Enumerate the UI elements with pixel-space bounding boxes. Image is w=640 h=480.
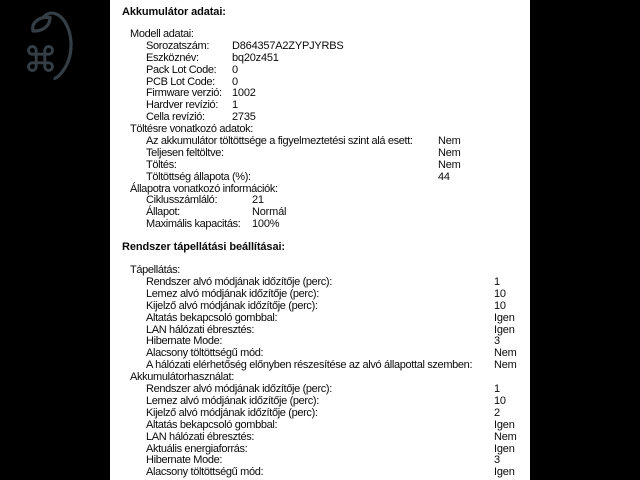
info-row-label: Lemez alvó módjának időzítője (perc):: [146, 287, 319, 300]
info-row-label: Töltés:: [146, 158, 177, 171]
info-row-value: 1: [494, 384, 503, 396]
leaf: [33, 17, 50, 31]
info-row-value: 3: [494, 336, 503, 348]
info-row-label: Eszköznév:: [146, 51, 199, 64]
info-row-value: Nem: [494, 432, 520, 444]
group-label: Akkumulátorhasználat:: [130, 371, 234, 384]
group-label: Modell adatai:: [130, 28, 194, 40]
info-row-value: 44: [438, 172, 453, 184]
info-row-label: Aktuális energiaforrás:: [146, 442, 248, 455]
section-title: Rendszer tápellátási beállításai:: [122, 241, 285, 254]
info-row-value: 2: [494, 408, 503, 420]
system-info-detail-pane[interactable]: [110, 0, 530, 480]
info-row-value: Nem: [438, 148, 464, 160]
info-row-label: Ciklusszámláló:: [146, 194, 218, 207]
battery-info-rows: [110, 29, 530, 231]
info-row-value: bq20z451: [232, 53, 282, 65]
info-row-label: Kijelző alvó módjának időzítője (perc):: [146, 406, 318, 419]
info-row-label: Altatás bekapcsoló gombbal:: [146, 311, 278, 324]
info-row-value: 10: [494, 396, 509, 408]
info-row-label: Az akkumulátor töltöttsége a figyelmeztetési szint alá esett:: [146, 135, 413, 148]
left-black-bar: [0, 0, 110, 480]
info-row-value: Nem: [438, 160, 464, 172]
info-row-label: Pack Lot Code:: [146, 63, 217, 76]
info-row-value: Igen: [494, 420, 518, 432]
power-settings-section: [110, 241, 530, 479]
info-row-value: Nem: [494, 360, 520, 372]
info-row-label: Maximális kapacitás:: [146, 218, 241, 231]
info-row-label: LAN hálózati ébresztés:: [146, 323, 255, 336]
info-row-label: Kijelző alvó módjának időzítője (perc):: [146, 299, 318, 312]
group-label: Tápellátás:: [130, 264, 180, 277]
right-black-bar: [530, 0, 640, 480]
info-row-label: A hálózati elérhetőség előnyben részesítése az alvó állapottal szemben:: [146, 359, 473, 372]
info-row-value: Nem: [438, 136, 464, 148]
info-row-label: Hardver revízió:: [146, 99, 219, 112]
info-row-label: Altatás bekapcsoló gombbal:: [146, 418, 278, 431]
info-row-label: Lemez alvó módjának időzítője (perc):: [146, 394, 319, 407]
info-row-label: Alacsony töltöttségű mód:: [146, 466, 264, 479]
info-row-value: 0: [232, 77, 241, 89]
info-row-value: 3: [494, 455, 503, 467]
info-row-value: Normál: [252, 207, 289, 219]
info-row-value: Nem: [494, 348, 520, 360]
info-row-value: D864357A2ZYPJYRBS: [232, 41, 347, 53]
info-row-label: LAN hálózati ébresztés:: [146, 430, 255, 443]
battery-info-section: [110, 6, 530, 231]
info-row-label: Állapot:: [146, 206, 180, 219]
section-title: Akkumulátor adatai:: [122, 6, 226, 18]
info-row-label: Firmware verzió:: [146, 87, 222, 100]
info-row-label: Hibernate Mode:: [146, 454, 223, 467]
group-label: Töltésre vonatkozó adatok:: [130, 123, 253, 136]
info-row-label: Hibernate Mode:: [146, 335, 223, 348]
info-row-label: Sorozatszám:: [146, 39, 210, 52]
info-row-label: Cella revízió:: [146, 111, 205, 124]
info-row-label: Teljesen feltöltve:: [146, 146, 224, 159]
info-row-label: Alacsony töltöttségű mód:: [146, 347, 264, 360]
info-row-value: Igen: [494, 444, 518, 456]
info-row-value: 10: [494, 301, 509, 313]
info-row-value: Igen: [494, 325, 518, 337]
info-row-value: 2735: [232, 112, 259, 124]
info-row-value: 10: [494, 289, 509, 301]
info-row-label: PCB Lot Code:: [146, 75, 215, 88]
info-row-label: Töltöttség állapota (%):: [146, 170, 251, 183]
info-row: [110, 219, 530, 231]
info-row-value: 21: [252, 195, 267, 207]
apple-command-icon: [0, 0, 110, 90]
group-label: Állapotra vonatkozó információk:: [130, 182, 278, 195]
power-settings-rows: [110, 265, 530, 479]
info-row-value: 1: [494, 277, 503, 289]
info-row-value: 1002: [232, 88, 259, 100]
info-row-value: Igen: [494, 467, 518, 479]
info-row-value: 1: [232, 100, 241, 112]
info-row: [110, 172, 530, 184]
info-row-label: Rendszer alvó módjának időzítője (perc):: [146, 276, 332, 289]
info-row-value: Igen: [494, 313, 518, 325]
info-row: [110, 467, 530, 479]
info-row-value: 100%: [252, 219, 282, 231]
info-row-label: Rendszer alvó módjának időzítője (perc):: [146, 383, 332, 396]
info-row-value: 0: [232, 65, 241, 77]
